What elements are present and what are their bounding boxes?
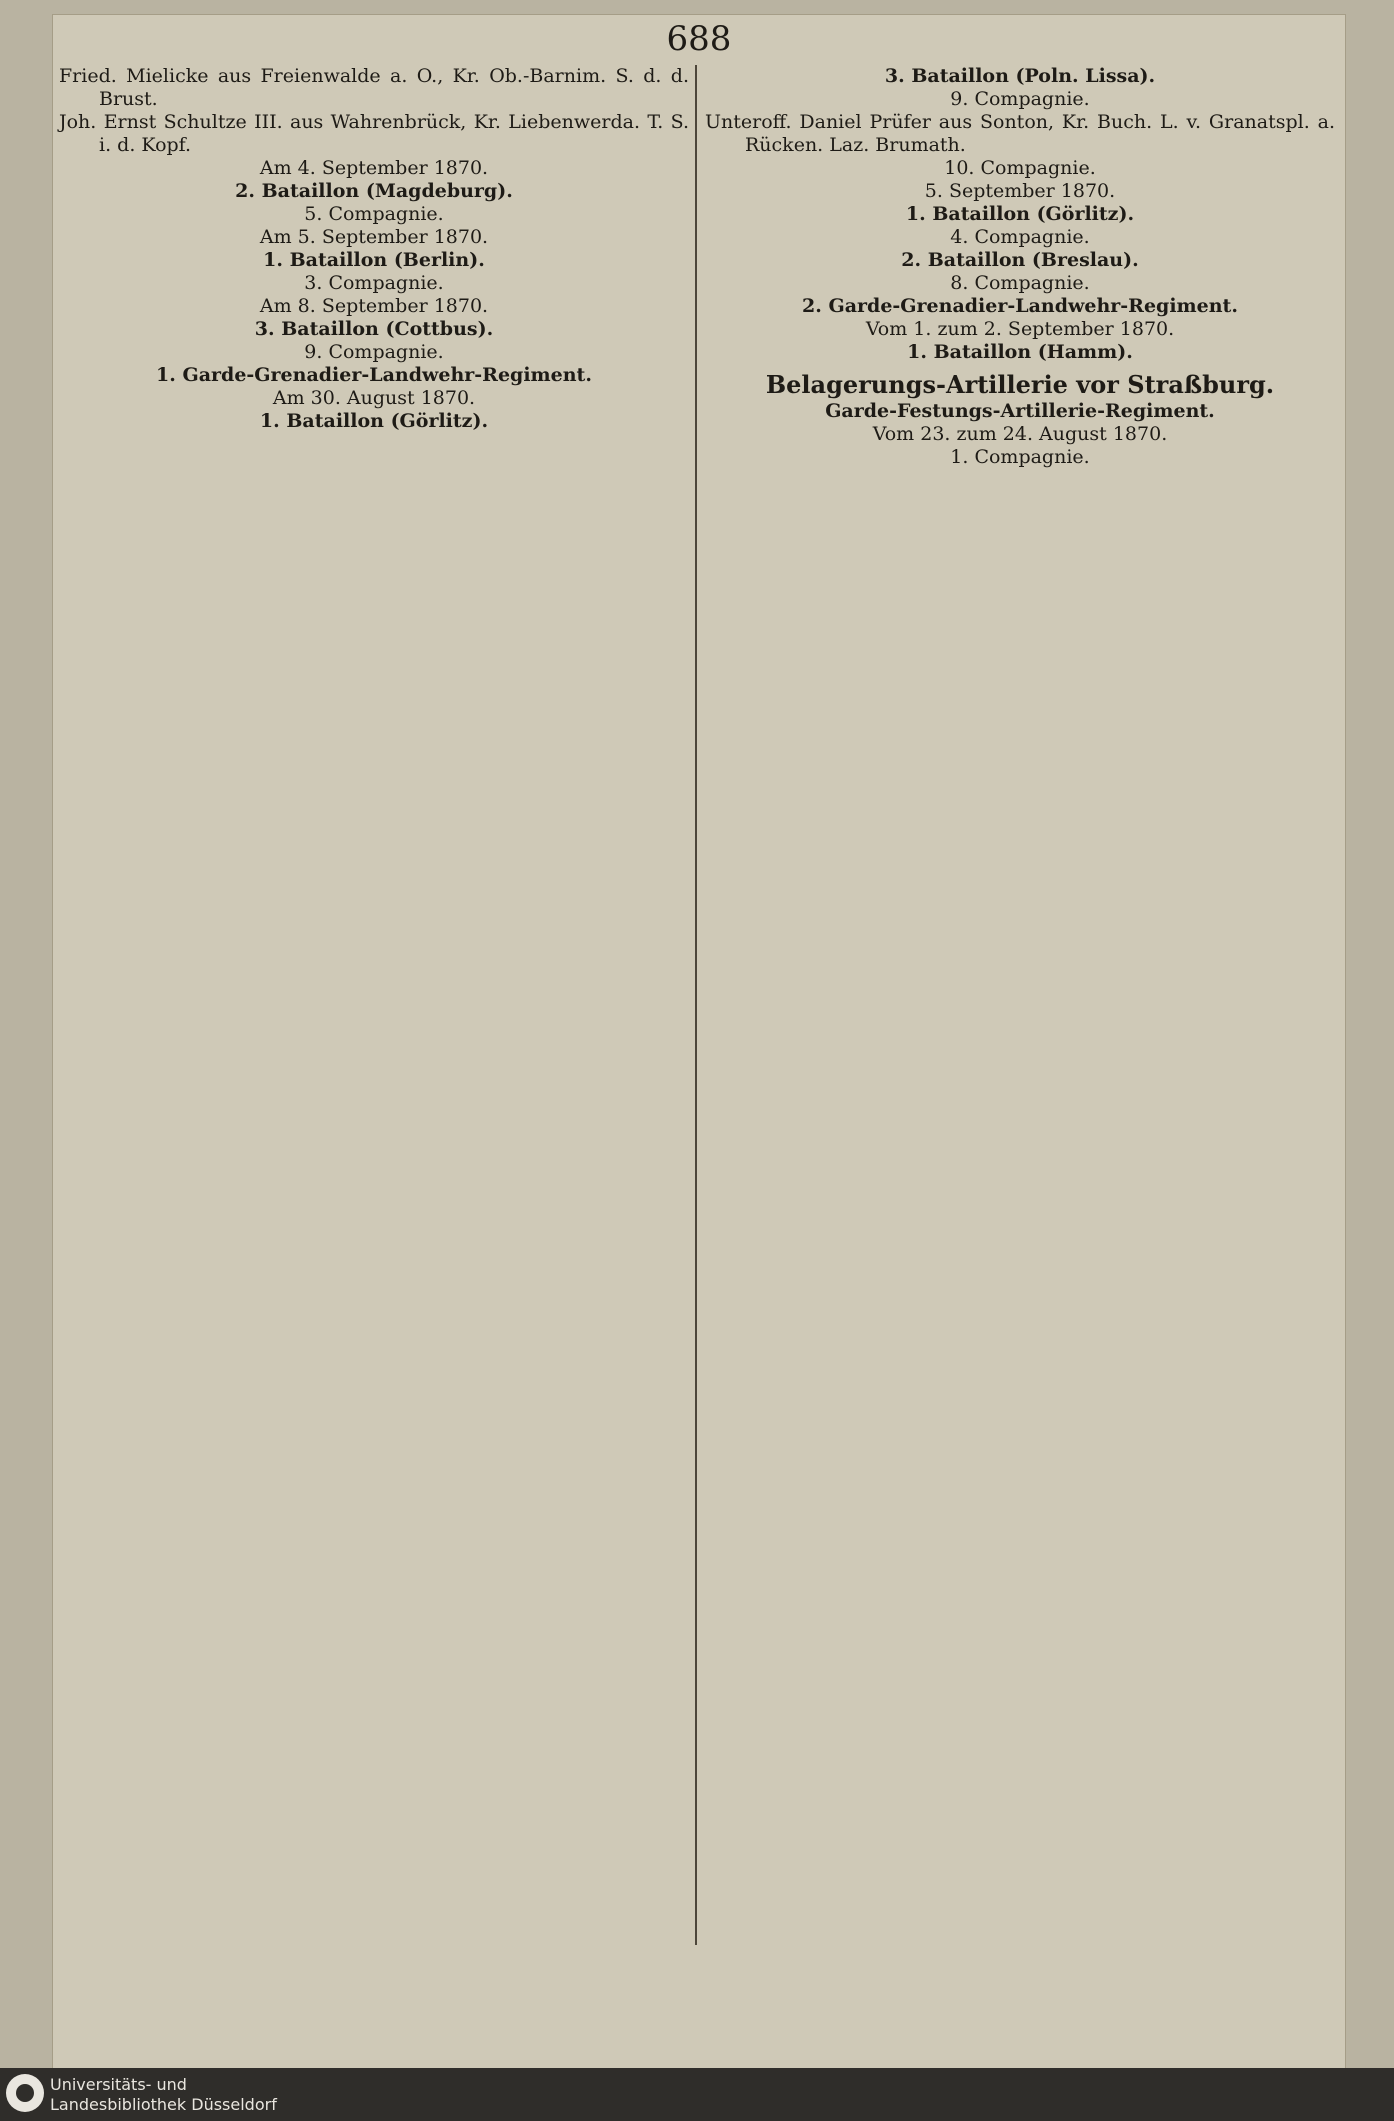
battalion-heading: 1. Bataillon (Hamm). xyxy=(907,341,1133,363)
casualty-entry: Unteroff. Daniel Prüfer aus Sonton, Kr. Buch. L. v. Granatspl. a. Rücken. Laz. Brumath. xyxy=(705,111,1335,156)
regiment-heading: 1. Garde-Grenadier-Landwehr-Regiment. xyxy=(156,364,592,386)
company-heading: 10. Compagnie. xyxy=(944,157,1096,179)
library-logo-icon xyxy=(6,2074,44,2112)
company-heading: 3. Compagnie. xyxy=(304,272,444,294)
battalion-heading: 2. Bataillon (Magdeburg). xyxy=(235,180,513,202)
date-heading: Vom 1. zum 2. September 1870. xyxy=(865,318,1175,340)
right-column xyxy=(705,65,1335,469)
date-heading: Am 5. September 1870. xyxy=(259,226,489,248)
casualty-entry: Joh. Ernst Schultze III. aus Wahrenbrück, Kr. Liebenwerda. T. S. i. d. Kopf. xyxy=(59,111,689,156)
date-heading: Vom 23. zum 24. August 1870. xyxy=(872,423,1168,445)
company-heading: 9. Compagnie. xyxy=(950,88,1090,110)
casualty-entry: Fried. Mielicke aus Freienwalde a. O., Kr. Ob.-Barnim. S. d. d. Brust. xyxy=(59,65,689,110)
page-number: 688 xyxy=(666,19,732,59)
section-heading: Belagerungs-Artillerie vor Straßburg. xyxy=(765,370,1275,399)
battalion-heading: 3. Bataillon (Cottbus). xyxy=(254,318,494,340)
date-heading: Am 30. August 1870. xyxy=(272,387,476,409)
document-page xyxy=(52,14,1346,2084)
company-heading: 9. Compagnie. xyxy=(304,341,444,363)
battalion-heading: 2. Bataillon (Breslau). xyxy=(901,249,1139,271)
company-heading: 8. Compagnie. xyxy=(950,272,1090,294)
left-column xyxy=(59,65,689,433)
battalion-heading: 1. Bataillon (Görlitz). xyxy=(259,410,489,432)
regiment-heading: Garde-Festungs-Artillerie-Regiment. xyxy=(825,400,1215,422)
library-stamp-text xyxy=(50,2075,277,2115)
battalion-heading: 1. Bataillon (Berlin). xyxy=(263,249,485,271)
battalion-heading: 1. Bataillon (Görlitz). xyxy=(905,203,1135,225)
company-heading: 1. Compagnie. xyxy=(950,446,1090,468)
regiment-heading: 2. Garde-Grenadier-Landwehr-Regiment. xyxy=(802,295,1238,317)
company-heading: 5. Compagnie. xyxy=(304,203,444,225)
battalion-heading: 3. Bataillon (Poln. Lissa). xyxy=(884,65,1156,87)
date-heading: Am 4. September 1870. xyxy=(259,157,489,179)
company-heading: 4. Compagnie. xyxy=(950,226,1090,248)
library-stamp-line1: Universitäts- und xyxy=(50,2075,187,2094)
column-divider xyxy=(695,65,697,1945)
library-stamp-line2: Landesbibliothek Düsseldorf xyxy=(50,2095,277,2114)
date-heading: 5. September 1870. xyxy=(924,180,1116,202)
date-heading: Am 8. September 1870. xyxy=(259,295,489,317)
library-stamp xyxy=(0,2068,1394,2121)
